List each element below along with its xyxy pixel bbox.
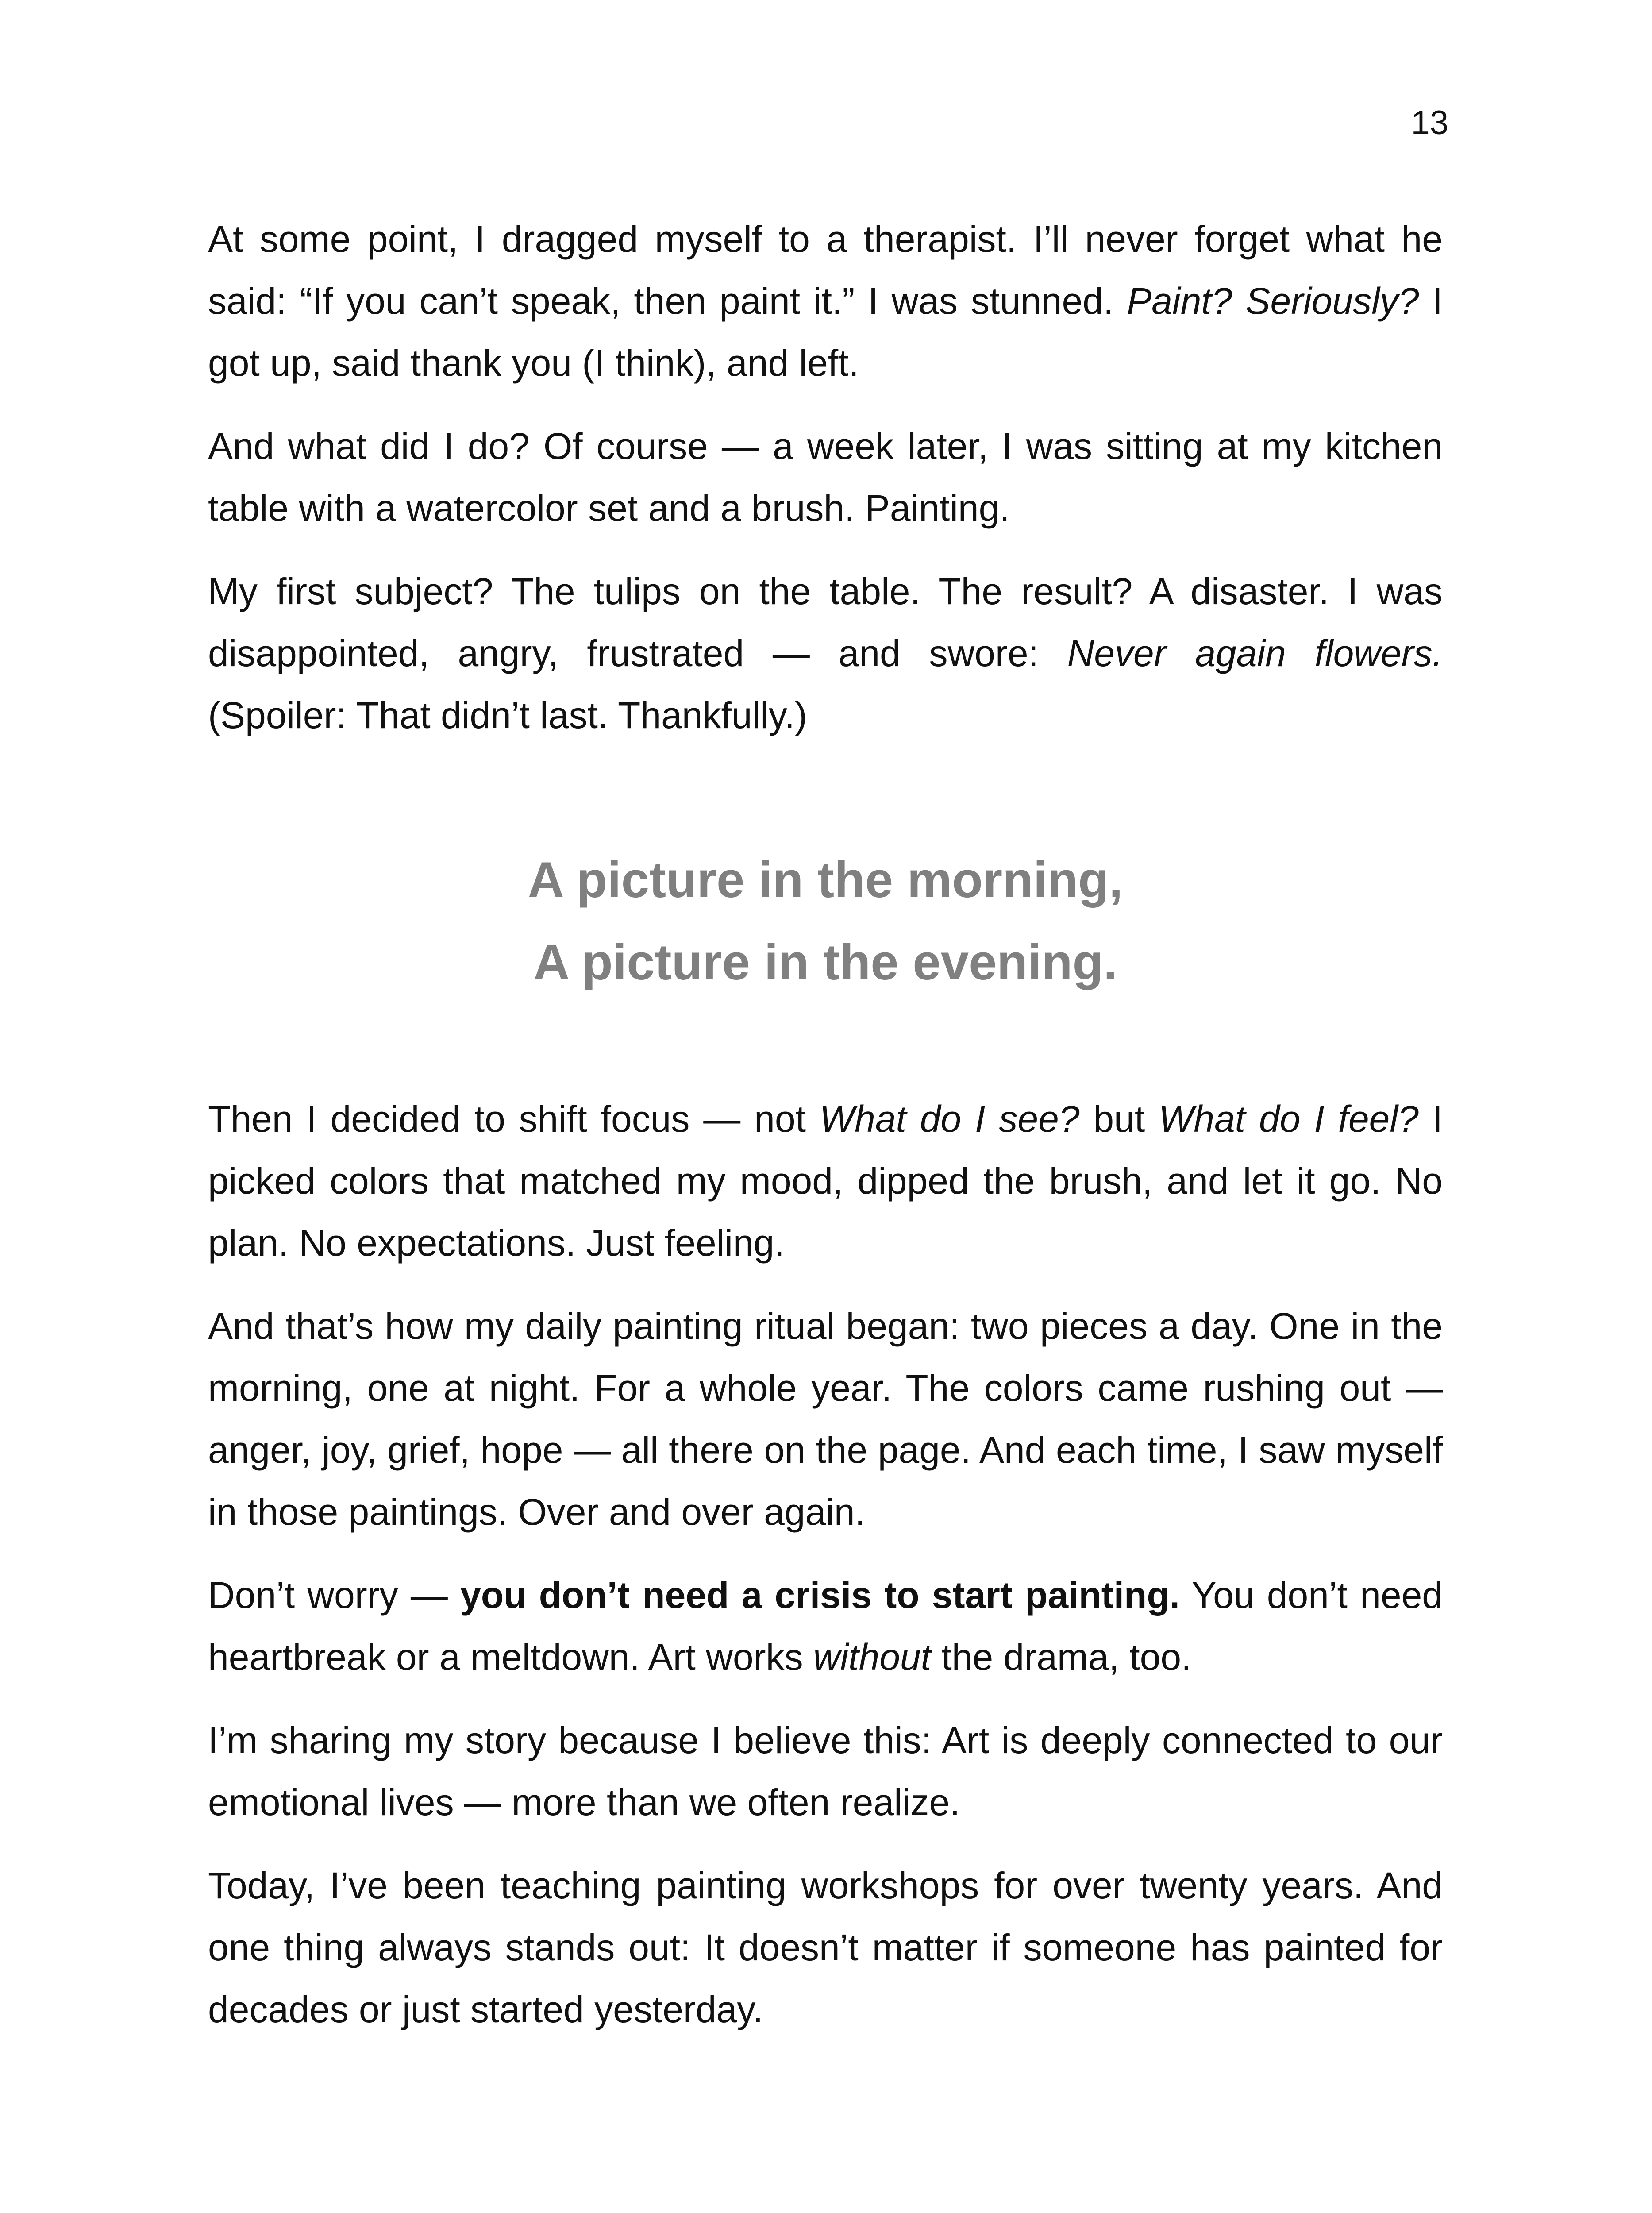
paragraph-workshops: Today, I’ve been teaching painting workshops for over twenty years. And one thing always stands out: It doesn’t matter if someone has painted for decades or just started yesterday. — [208, 1865, 1443, 2030]
paragraph-text: Don’t worry — — [208, 1574, 461, 1616]
paragraph-text: Then I decided to shift focus — not — [208, 1098, 820, 1140]
paragraph-text: (Spoiler: That didn’t last. Thankfully.) — [208, 694, 807, 736]
paragraph-text: My first subject? The tulips on the table. The result? A disaster. I was disappointed, angry, frustrated — and swore: — [208, 571, 1443, 674]
paragraph-text: At some point, I dragged myself to a therapist. I’ll never forget what he said: “If you can’t speak, then paint it.” I was stunned. — [208, 218, 1443, 322]
paragraph-sharing: I’m sharing my story because I believe this: Art is deeply connected to our emotional lives — more than we often realize. — [208, 1720, 1443, 1823]
paragraph-text: You don’t need heartbreak or a meltdown. Art works — [208, 1574, 1443, 1678]
section-heading — [208, 839, 1443, 1004]
paragraph-text: the drama, too. — [931, 1636, 1192, 1678]
bold-phrase: you don’t need a crisis to start painting. — [460, 1574, 1180, 1616]
italic-phrase: Never again flowers. — [1067, 632, 1443, 674]
page-body — [208, 208, 1443, 2062]
page-number: 13 — [1411, 104, 1448, 142]
paragraph-text: I picked colors that matched my mood, dipped the brush, and let it go. No plan. No expectations. Just feeling. — [208, 1098, 1443, 1264]
paragraph-tulips — [208, 560, 1443, 746]
paragraph-text: but — [1079, 1098, 1159, 1140]
italic-phrase: What do I feel? — [1159, 1098, 1419, 1140]
italic-phrase: without — [813, 1636, 932, 1678]
heading-line-1: A picture in the morning, — [528, 852, 1123, 908]
paragraph-text: I got up, said thank you (I think), and left. — [208, 280, 1443, 384]
heading-line-2: A picture in the evening. — [533, 934, 1117, 991]
italic-phrase: What do I see? — [819, 1098, 1080, 1140]
paragraph-dont-worry — [208, 1564, 1443, 1688]
paragraph-therapist — [208, 208, 1443, 394]
italic-phrase: Paint? Seriously? — [1127, 280, 1419, 322]
paragraph-watercolor: And what did I do? Of course — a week later, I was sitting at my kitchen table with a watercolor set and a brush. Painting. — [208, 425, 1443, 529]
paragraph-ritual: And that’s how my daily painting ritual began: two pieces a day. One in the morning, one at night. For a whole year. The colors came rushing out — anger, joy, grief, hope — all there on the page. And each time, I saw myself in those paintings. Over and over again. — [208, 1305, 1443, 1533]
paragraph-shift-focus — [208, 1088, 1443, 1274]
